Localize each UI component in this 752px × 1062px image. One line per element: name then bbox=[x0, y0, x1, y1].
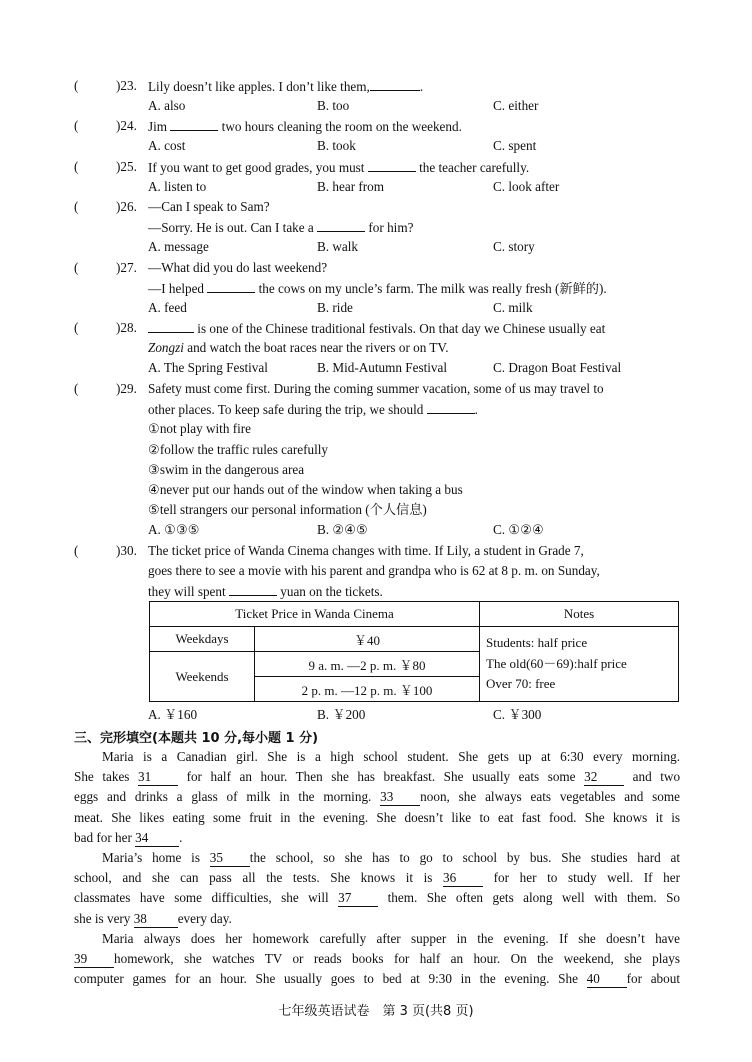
passage-paragraph-2 bbox=[74, 848, 680, 929]
question-stem-line: they will spent yuan on the tickets. bbox=[148, 581, 383, 602]
option-c: C. story bbox=[493, 239, 535, 255]
passage-line: She takes 31 for half an hour. Then she has breakfast. She usually eats some 32 and two bbox=[74, 769, 681, 785]
weekends-price-morning: 9 a. m. —2 p. m. ￥80 bbox=[255, 652, 480, 677]
cloze-gap: 38 bbox=[134, 911, 178, 928]
note-line: Students: half price bbox=[486, 635, 588, 651]
question-29 bbox=[74, 379, 686, 541]
question-28 bbox=[74, 318, 686, 379]
option-c: C. either bbox=[493, 98, 539, 114]
weekends-price-evening: 2 p. m. —12 p. m. ￥100 bbox=[255, 677, 480, 702]
passage-line: Maria always does her homework carefully after supper in the evening. If she doesn’t have bbox=[102, 931, 680, 946]
option-a: A. ①③⑤ bbox=[148, 522, 200, 538]
list-item: ③swim in the dangerous area bbox=[148, 461, 305, 477]
weekdays-price: ￥40 bbox=[255, 627, 480, 652]
option-b: B. Mid-Autumn Festival bbox=[317, 360, 448, 376]
option-b: B. too bbox=[317, 98, 350, 114]
answer-blank bbox=[229, 581, 277, 596]
passage-line: she is very 38 every day. bbox=[74, 910, 232, 926]
question-number: )29. bbox=[116, 381, 137, 396]
option-b: B. ￥200 bbox=[317, 707, 366, 722]
cloze-gap: 36 bbox=[443, 870, 483, 887]
question-number: )26. bbox=[116, 199, 137, 214]
note-line: Over 70: free bbox=[486, 676, 556, 692]
answer-blank bbox=[370, 76, 420, 91]
passage-paragraph-1 bbox=[74, 747, 680, 848]
option-a: A. feed bbox=[148, 300, 187, 316]
option-c: C. Dragon Boat Festival bbox=[493, 360, 622, 376]
cloze-gap: 40 bbox=[587, 971, 627, 988]
option-c: C. ￥300 bbox=[493, 707, 542, 722]
passage-line: 39 homework, she watches TV or reads books for half an hour. On the weekend, she plays bbox=[74, 951, 680, 967]
question-25 bbox=[74, 157, 686, 197]
weekends-label: Weekends bbox=[150, 652, 255, 702]
page-footer: 七年级英语试卷 第 3 页(共8 页) bbox=[278, 1004, 474, 1019]
option-b: B. walk bbox=[317, 239, 359, 255]
passage-line: Maria’s home is 35 the school, so she has to go to school by bus. She studies hard at bbox=[102, 850, 681, 865]
list-item: ①not play with fire bbox=[148, 421, 252, 437]
passage-line: computer games for an hour. She usually goes to bed at 9:30 in the evening. She 40 for about bbox=[74, 971, 681, 987]
question-30 bbox=[74, 541, 686, 602]
option-c: C. ①②④ bbox=[493, 522, 544, 538]
option-c: C. look after bbox=[493, 179, 560, 195]
question-stem: —Can I speak to Sam? bbox=[148, 199, 270, 214]
cloze-gap: 35 bbox=[210, 850, 250, 867]
question-number: )27. bbox=[116, 260, 137, 275]
answer-paren: ( bbox=[74, 260, 79, 275]
option-b: B. took bbox=[317, 138, 356, 154]
cloze-gap: 34 bbox=[135, 830, 179, 847]
answer-blank bbox=[170, 116, 218, 131]
question-30-options bbox=[74, 705, 686, 725]
question-stem-line: —I helped the cows on my uncle’s farm. The milk was really fresh (新鲜的). bbox=[148, 278, 607, 299]
option-c: C. milk bbox=[493, 300, 533, 316]
ticket-price-table bbox=[149, 601, 679, 702]
passage-line: meat. She likes eating some fruit in the evening. She doesn’t like to eat fast food. She knows it is bbox=[74, 809, 680, 825]
answer-blank bbox=[427, 399, 475, 414]
option-a: A. message bbox=[148, 239, 209, 255]
answer-paren: ( bbox=[74, 118, 79, 133]
cloze-gap: 33 bbox=[380, 789, 420, 806]
option-a: A. The Spring Festival bbox=[148, 360, 268, 376]
cloze-gap: 32 bbox=[584, 769, 624, 786]
question-number: )25. bbox=[116, 159, 137, 174]
option-a: A. listen to bbox=[148, 179, 207, 195]
question-26 bbox=[74, 197, 686, 258]
passage-line: school, and she can pass all the tests. She knows it is 36 for her to study well. If her bbox=[74, 870, 680, 886]
question-stem: is one of the Chinese traditional festivals. On that day we Chinese usually eat bbox=[148, 318, 605, 339]
answer-blank bbox=[368, 157, 416, 172]
answer-blank bbox=[317, 217, 365, 232]
weekdays-label: Weekdays bbox=[150, 627, 255, 652]
answer-blank bbox=[148, 318, 194, 333]
question-stem: Lily doesn’t like apples. I don’t like them, . bbox=[148, 76, 423, 97]
passage-line: bad for her 34 . bbox=[74, 829, 183, 845]
cloze-gap: 37 bbox=[338, 890, 378, 907]
question-23 bbox=[74, 76, 686, 116]
question-number: )23. bbox=[116, 78, 137, 93]
question-stem-line: goes there to see a movie with his parent and grandpa who is 62 at 8 p. m. on Sunday, bbox=[148, 563, 600, 579]
question-stem: The ticket price of Wanda Cinema changes with time. If Lily, a student in Grade 7, bbox=[148, 543, 584, 558]
cloze-gap: 31 bbox=[138, 769, 178, 786]
list-item: ②follow the traffic rules carefully bbox=[148, 441, 329, 457]
question-stem: If you want to get good grades, you must the teacher carefully. bbox=[148, 157, 529, 178]
passage-line: classmates have some difficulties, she will 37 them. She often gets along well with them. So bbox=[74, 890, 681, 906]
option-c: C. spent bbox=[493, 138, 537, 154]
answer-paren: ( bbox=[74, 199, 79, 214]
list-item: ④never put our hands out of the window when taking a bus bbox=[148, 481, 463, 497]
note-line: The old(60－69):half price bbox=[486, 655, 627, 671]
passage-line: eggs and drinks a glass of milk in the morning. 33 noon, she always eats vegetables and some bbox=[74, 789, 681, 805]
question-stem: —What did you do last weekend? bbox=[148, 260, 328, 275]
answer-paren: ( bbox=[74, 320, 79, 335]
option-a: A. ￥160 bbox=[148, 707, 198, 722]
question-27 bbox=[74, 258, 686, 319]
passage-paragraph-3 bbox=[74, 929, 680, 990]
question-stem: Safety must come first. During the coming summer vacation, some of us may travel to bbox=[148, 381, 604, 396]
question-stem-line: Zongzi and watch the boat races near the rivers or on TV. bbox=[148, 340, 449, 356]
answer-paren: ( bbox=[74, 543, 79, 558]
question-24 bbox=[74, 116, 686, 156]
answer-paren: ( bbox=[74, 381, 79, 396]
table-header-notes: Notes bbox=[480, 602, 679, 627]
question-number: )30. bbox=[116, 543, 137, 558]
question-stem: Jim two hours cleaning the room on the weekend. bbox=[148, 116, 462, 137]
question-number: )28. bbox=[116, 320, 137, 335]
section-title: 三、完形填空(本题共 10 分,每小题 1 分) bbox=[74, 731, 319, 746]
question-number: )24. bbox=[116, 118, 137, 133]
option-b: B. ②④⑤ bbox=[317, 522, 368, 538]
answer-paren: ( bbox=[74, 159, 79, 174]
option-b: B. hear from bbox=[317, 179, 385, 195]
answer-paren: ( bbox=[74, 78, 79, 93]
question-stem-line: other places. To keep safe during the trip, we should . bbox=[148, 399, 478, 420]
passage-line: Maria is a Canadian girl. She is a high school student. She gets up at 6:30 every morning. bbox=[102, 749, 680, 764]
option-a: A. cost bbox=[148, 138, 186, 154]
list-item: ⑤tell strangers our personal information (个人信息) bbox=[148, 502, 427, 518]
notes-cell bbox=[480, 627, 679, 702]
cloze-gap: 39 bbox=[74, 951, 114, 968]
option-b: B. ride bbox=[317, 300, 353, 316]
option-a: A. also bbox=[148, 98, 186, 114]
table-header-price: Ticket Price in Wanda Cinema bbox=[150, 602, 480, 627]
question-stem-line: —Sorry. He is out. Can I take a for him? bbox=[148, 217, 413, 238]
answer-blank bbox=[207, 278, 255, 293]
